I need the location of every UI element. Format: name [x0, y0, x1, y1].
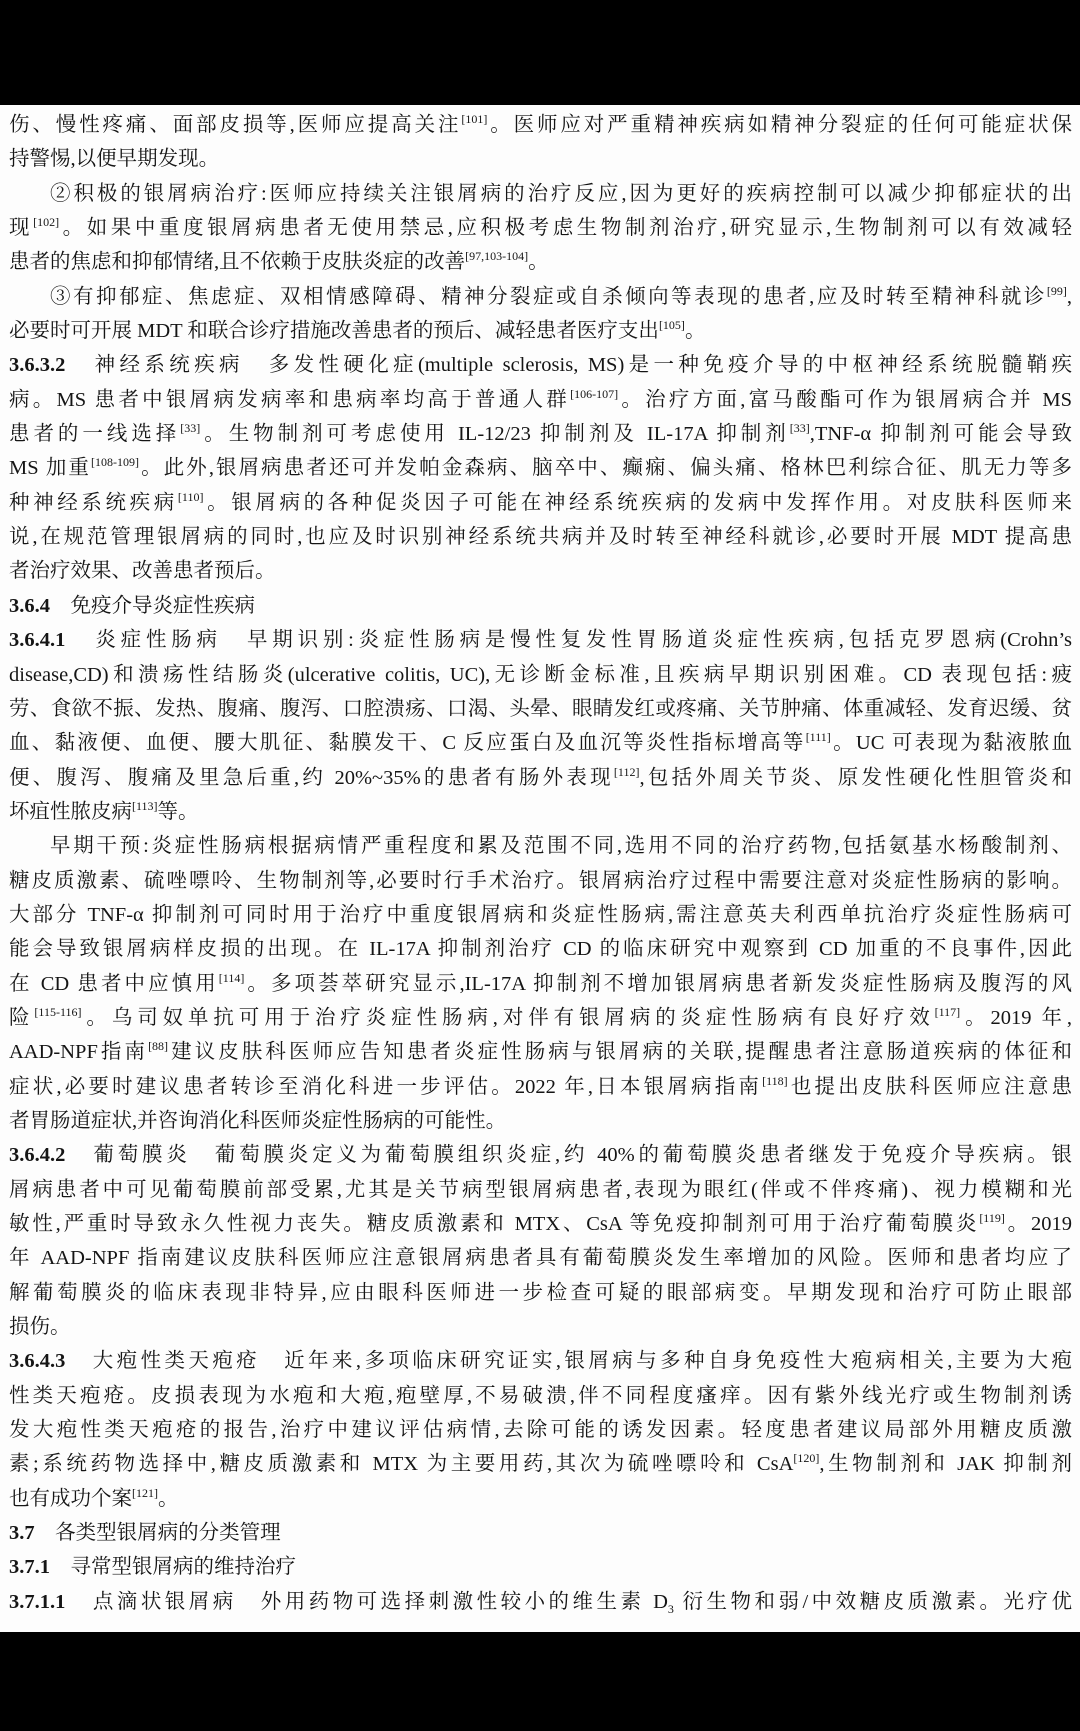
text-run: ②积极的银屑病治疗:医师应持续关注银屑病的治疗反应,因为更好的疾病控制可以减少抑郁症状的出	[50, 182, 1072, 205]
text-run: ③有抑郁症、焦虑症、双相情感障碍、精神分裂症或自杀倾向等表现的患者,应及时转至精神科就诊	[50, 285, 1047, 308]
text-run: 者胃肠道症状,并咨询消化科医师炎症性肠病的可能性。	[9, 1109, 507, 1132]
text-line	[9, 245, 1072, 279]
text-run: 葡萄膜炎 葡萄膜炎定义为葡萄膜组织炎症,约 40%的葡萄膜炎患者继发于免疫介导疾病。银	[65, 1144, 1072, 1167]
text-line	[9, 417, 1072, 451]
text-line	[9, 1516, 1072, 1550]
text-run: 。银屑病的各种促炎因子可能在神经系统疾病的发病中发挥作用。对皮肤科医师来	[203, 491, 1072, 514]
text-run: 早期干预:炎症性肠病根据病情严重程度和累及范围不同,选用不同的治疗药物,包括氨基水杨酸制剂、	[50, 835, 1072, 858]
text-line	[9, 177, 1072, 211]
text-run: 。2019 年,	[960, 1006, 1072, 1029]
text-run: ,生物制剂和 JAK 抑制剂	[819, 1453, 1072, 1476]
text-line	[9, 1550, 1072, 1584]
text-run: 衍生物和弱/中效糖皮质激素。光疗优	[673, 1590, 1072, 1613]
text-run: 素;系统药物选择中,糖皮质激素和 MTX 为主要用药,其次为硫唑嘌呤和 CsA	[9, 1453, 794, 1476]
citation-superscript: [118]	[762, 1073, 788, 1088]
text-run: AAD-NPF指南	[9, 1041, 149, 1064]
text-line	[9, 520, 1072, 554]
text-run: 神经系统疾病 多发性硬化症(multiple sclerosis, MS)是一种免疫介导的中枢神经系统脱髓鞘疾	[65, 354, 1072, 377]
text-run: 。此外,银屑病患者还可并发帕金森病、脑卒中、癫痫、偏头痛、格林巴利综合征、肌无力等多	[139, 457, 1072, 480]
text-line	[9, 142, 1072, 176]
text-line	[9, 1379, 1072, 1413]
citation-superscript: [111]	[805, 730, 831, 745]
citation-superscript: [88]	[148, 1039, 169, 1054]
text-line	[9, 1447, 1072, 1481]
citation-superscript: [105]	[658, 318, 685, 333]
citation-superscript: [108-109]	[91, 455, 139, 470]
citation-superscript: [110]	[177, 489, 204, 504]
citation-superscript: [114]	[218, 970, 245, 985]
text-run: 免疫介导炎症性疾病	[50, 594, 255, 617]
text-run: 炎症性肠病 早期识别:炎症性肠病是慢性复发性胃肠道炎症性疾病,包括克罗恩病(Crohn’s	[65, 629, 1072, 652]
text-run: 。如果中重度银屑病患者无使用禁忌,应积极考虑生物制剂治疗,研究显示,生物制剂可以有效减轻	[59, 217, 1072, 240]
text-run: 也提出皮肤科医师应注意患	[787, 1075, 1072, 1098]
text-line	[9, 795, 1072, 829]
text-run: 持警惕,以便早期发现。	[9, 148, 220, 171]
citation-superscript: [97,103-104]	[465, 249, 529, 264]
text-run: 必要时可开展 MDT 和联合诊疗措施改善患者的预后、减轻患者医疗支出	[9, 320, 659, 343]
section-number: 3.6.4	[9, 594, 50, 617]
text-line	[9, 1104, 1072, 1138]
text-run: 性类天疱疮。皮损表现为水疱和大疱,疱壁厚,不易破溃,伴不同程度瘙痒。因有紫外线光疗或生物制剂诱	[9, 1384, 1072, 1407]
text-run: 险	[9, 1006, 35, 1029]
text-run: 解葡萄膜炎的临床表现非特异,应由眼科医师进一步检查可疑的眼部病变。早期发现和治疗可防止眼部	[9, 1281, 1072, 1304]
text-run: 敏性,严重时导致永久性视力丧失。糖皮质激素和 MTX、CsA 等免疫抑制剂可用于治疗葡萄膜炎	[9, 1213, 980, 1235]
text-run: 。2019	[1004, 1213, 1072, 1235]
text-line	[9, 1585, 1072, 1619]
text-run: 。	[684, 320, 706, 343]
text-run: 种神经系统疾病	[9, 491, 178, 514]
text-run: 各类型银屑病的分类管理	[34, 1522, 281, 1545]
section-number: 3.7.1	[9, 1556, 50, 1579]
text-line	[9, 967, 1072, 1001]
text-line	[9, 1413, 1072, 1447]
text-run: 发大疱性类天疱疮的报告,治疗中建议评估病情,去除可能的诱发因素。轻度患者建议局部外用糖皮质激	[9, 1419, 1072, 1442]
text-run: 。治疗方面,富马酸酯可作为银屑病合并 MS	[618, 388, 1072, 411]
text-run: 症状,必要时建议患者转诊至消化科进一步评估。2022 年,日本银屑病指南	[9, 1075, 763, 1098]
text-run: 也有成功个案	[9, 1487, 132, 1510]
text-line	[9, 1138, 1072, 1172]
text-run: 患者的一线选择	[9, 423, 181, 446]
text-line	[9, 1070, 1072, 1104]
text-line	[9, 554, 1072, 588]
text-run: disease,CD)和溃疡性结肠炎(ulcerative colitis, UC),无诊断金标准,且疾病早期识别困难。CD 表现包括:疲	[9, 663, 1072, 686]
text-line	[9, 280, 1072, 314]
text-run: 损伤。	[9, 1316, 71, 1339]
text-run: 。UC 可表现为黏液脓血	[830, 732, 1072, 755]
section-number: 3.6.4.1	[9, 629, 66, 652]
text-line	[9, 589, 1072, 623]
citation-superscript: [115-116]	[34, 1005, 82, 1020]
text-run: 患者的焦虑和抑郁情绪,且不依赖于皮肤炎症的改善	[9, 251, 466, 274]
citation-superscript: [102]	[33, 215, 60, 230]
text-run: 伤、慢性疼痛、面部皮损等,医师应提高关注	[9, 114, 462, 136]
citation-superscript: [33]	[180, 421, 201, 436]
citation-superscript: [119]	[979, 1211, 1005, 1226]
text-line	[9, 383, 1072, 417]
text-line	[9, 623, 1072, 657]
text-run: 血、黏液便、血便、腰大肌征、黏膜发干、C 反应蛋白及血沉等炎性指标增高等	[9, 732, 806, 755]
subscript: 3	[667, 1601, 674, 1616]
text-run: 寻常型银屑病的维持治疗	[50, 1556, 296, 1579]
text-run: 能会导致银屑病样皮损的出现。在 IL-17A 抑制剂治疗 CD 的临床研究中观察到 CD 加重的不良事件,因此	[9, 938, 1072, 961]
text-run: 在 CD 患者中应慎用	[9, 972, 219, 995]
text-line	[9, 864, 1072, 898]
text-line	[9, 348, 1072, 382]
text-line	[9, 108, 1072, 142]
citation-superscript: [120]	[793, 1451, 820, 1466]
citation-superscript: [121]	[132, 1485, 158, 1500]
text-run: 屑病患者中可见葡萄膜前部受累,尤其是关节病型银屑病患者,表现为眼红(伴或不伴疼痛)、视力模糊和光	[9, 1178, 1072, 1201]
citation-superscript: [113]	[132, 799, 158, 814]
text-line	[9, 1207, 1072, 1241]
text-run: 大疱性类天疱疮 近年来,多项临床研究证实,银屑病与多种自身免疫性大疱病相关,主要为大疱	[65, 1350, 1072, 1373]
text-line	[9, 761, 1072, 795]
text-line	[9, 1035, 1072, 1069]
text-run: 。医师应对严重精神疾病如精神分裂症的任何可能症状保	[487, 114, 1072, 136]
citation-superscript: [112]	[613, 764, 640, 779]
section-number: 3.6.4.2	[9, 1144, 66, 1167]
text-run: 便、腹泻、腹痛及里急后重,约 20%~35%的患者有肠外表现	[9, 766, 614, 789]
text-line	[9, 1001, 1072, 1035]
text-line	[9, 829, 1072, 863]
text-line	[9, 1173, 1072, 1207]
text-line	[9, 692, 1072, 726]
text-run: 病。MS 患者中银屑病发病率和患病率均高于普通人群	[9, 388, 571, 411]
text-run: 等。	[157, 800, 199, 823]
text-run: 者治疗效果、改善患者预后。	[9, 560, 276, 583]
text-line	[9, 211, 1072, 245]
text-run: ,	[1066, 285, 1072, 308]
text-run: MS 加重	[9, 457, 91, 480]
text-line	[9, 486, 1072, 520]
section-number: 3.6.4.3	[9, 1350, 66, 1373]
text-run: 点滴状银屑病 外用药物可选择刺激性较小的维生素 D	[65, 1590, 668, 1613]
text-line	[9, 1276, 1072, 1310]
text-run: 年 AAD-NPF 指南建议皮肤科医师应注意银屑病患者具有葡萄膜炎发生率增加的风险。医师和患者均应了	[9, 1247, 1072, 1270]
text-run: 坏疽性脓皮病	[9, 800, 132, 823]
citation-superscript: [106-107]	[570, 386, 619, 401]
text-run: 劳、食欲不振、发热、腹痛、腹泻、口腔溃疡、口渴、头晕、眼睛发红或疼痛、关节肿痛、体重减轻、发育迟缓、贫	[9, 697, 1072, 720]
text-run: 糖皮质激素、硫唑嘌呤、生物制剂等,必要时行手术治疗。银屑病治疗过程中需要注意对炎症性肠病的影响。	[9, 869, 1072, 892]
document-page	[0, 105, 1080, 1632]
text-line	[9, 1310, 1072, 1344]
citation-superscript: [101]	[461, 112, 488, 127]
text-run: 。多项荟萃研究显示,IL-17A 抑制剂不增加银屑病患者新发炎症性肠病及腹泻的风	[244, 972, 1072, 995]
text-line	[9, 451, 1072, 485]
text-run: 。	[158, 1487, 179, 1510]
text-line	[9, 658, 1072, 692]
text-run: 建议皮肤科医师应告知患者炎症性肠病与银屑病的关联,提醒患者注意肠道疾病的体征和	[168, 1041, 1072, 1064]
text-run: ,TNF-α 抑制剂可能会导致	[809, 423, 1072, 446]
text-run: 现	[9, 217, 34, 240]
text-run: ,包括外周关节炎、原发性硬化性胆管炎和	[639, 766, 1072, 789]
citation-superscript: [33]	[789, 421, 810, 436]
text-run: 。乌司奴单抗可用于治疗炎症性肠病,对伴有银屑病的炎症性肠病有良好疗效	[81, 1006, 935, 1029]
text-line	[9, 1482, 1072, 1516]
document-body	[9, 108, 1072, 1619]
text-run: 说,在规范管理银屑病的同时,也应及时识别神经系统共病并及时转至神经科就诊,必要时开展 MDT 提高患	[9, 526, 1072, 549]
citation-superscript: [99]	[1046, 283, 1067, 298]
text-line	[9, 314, 1072, 348]
text-run: 。生物制剂可考虑使用 IL-12/23 抑制剂及 IL-17A 抑制剂	[200, 423, 790, 446]
text-line	[9, 932, 1072, 966]
text-line	[9, 1241, 1072, 1275]
text-line	[9, 898, 1072, 932]
text-run: 大部分 TNF-α 抑制剂可同时用于治疗中重度银屑病和炎症性肠病,需注意英夫利西单抗治疗炎症性肠病可	[9, 903, 1072, 926]
section-number: 3.7.1.1	[9, 1590, 66, 1613]
section-number: 3.7	[9, 1522, 35, 1545]
text-line	[9, 726, 1072, 760]
text-line	[9, 1344, 1072, 1378]
text-run: 。	[528, 251, 549, 274]
citation-superscript: [117]	[934, 1005, 961, 1020]
section-number: 3.6.3.2	[9, 354, 66, 377]
